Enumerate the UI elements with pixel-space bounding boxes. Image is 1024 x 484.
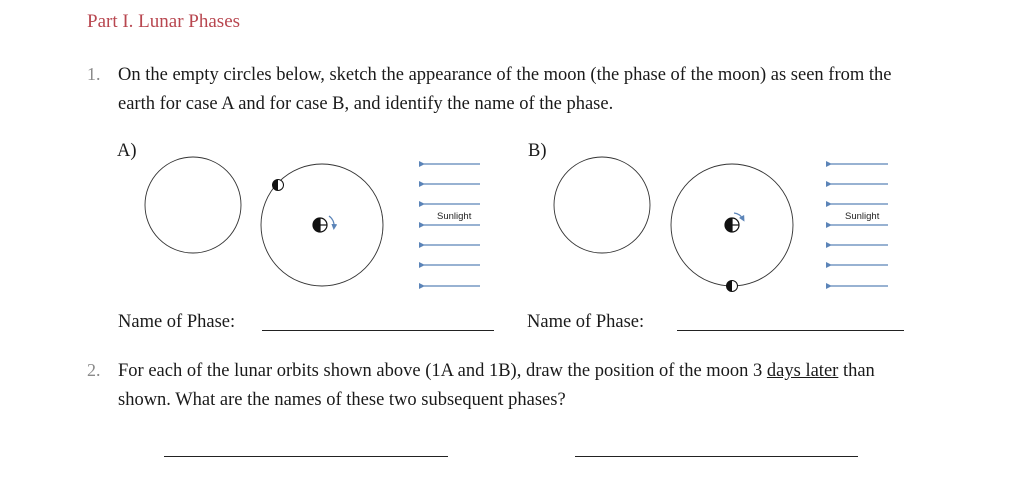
question-1-number: 1. <box>87 64 101 84</box>
case-a-phase-name-label: Name of Phase: <box>118 312 236 332</box>
case-b-diagram <box>554 157 888 292</box>
question-2-underlined: days later <box>766 361 839 381</box>
section-title: Part I. Lunar Phases <box>87 11 241 32</box>
case-b-sunlight-arrows <box>831 164 888 286</box>
case-b-sunlight-label: Sunlight <box>845 211 880 222</box>
answer-blank-1a[interactable] <box>164 456 448 457</box>
case-b-moon-icon <box>727 281 738 292</box>
case-b-phase-name-label: Name of Phase: <box>527 312 645 332</box>
case-a-label: A) <box>117 141 137 161</box>
case-a-moon-icon <box>273 180 284 191</box>
case-a-diagram <box>145 157 480 286</box>
case-b-empty-circle[interactable] <box>554 157 650 253</box>
answer-blank-1b[interactable] <box>575 456 858 457</box>
case-b-rotation-arrow-icon <box>734 213 743 219</box>
question-2-text <box>118 357 918 415</box>
question-2-text-part2: than shown. What are the names of these two subsequent phases? <box>118 361 875 410</box>
case-a-empty-circle[interactable] <box>145 157 241 253</box>
question-1-text: On the empty circles below, sketch the appearance of the moon (the phase of the moon) as seen from the earth for case A and for case B, and identify the name of the phase. <box>118 65 892 114</box>
case-a-earth-icon <box>313 218 327 232</box>
question-2-number: 2. <box>87 360 101 380</box>
question-2-text-part1: For each of the lunar orbits shown above (1A and 1B), draw the position of the moon 3 <box>118 361 763 381</box>
case-a-sunlight-label: Sunlight <box>437 211 472 222</box>
case-b-earth-icon <box>725 218 739 232</box>
case-b-phase-name-blank[interactable] <box>677 330 904 331</box>
case-a-sunlight-arrows <box>424 164 480 286</box>
case-b-label: B) <box>528 141 547 161</box>
case-a-rotation-arrow-icon <box>329 216 334 227</box>
case-a-phase-name-blank[interactable] <box>262 330 494 331</box>
